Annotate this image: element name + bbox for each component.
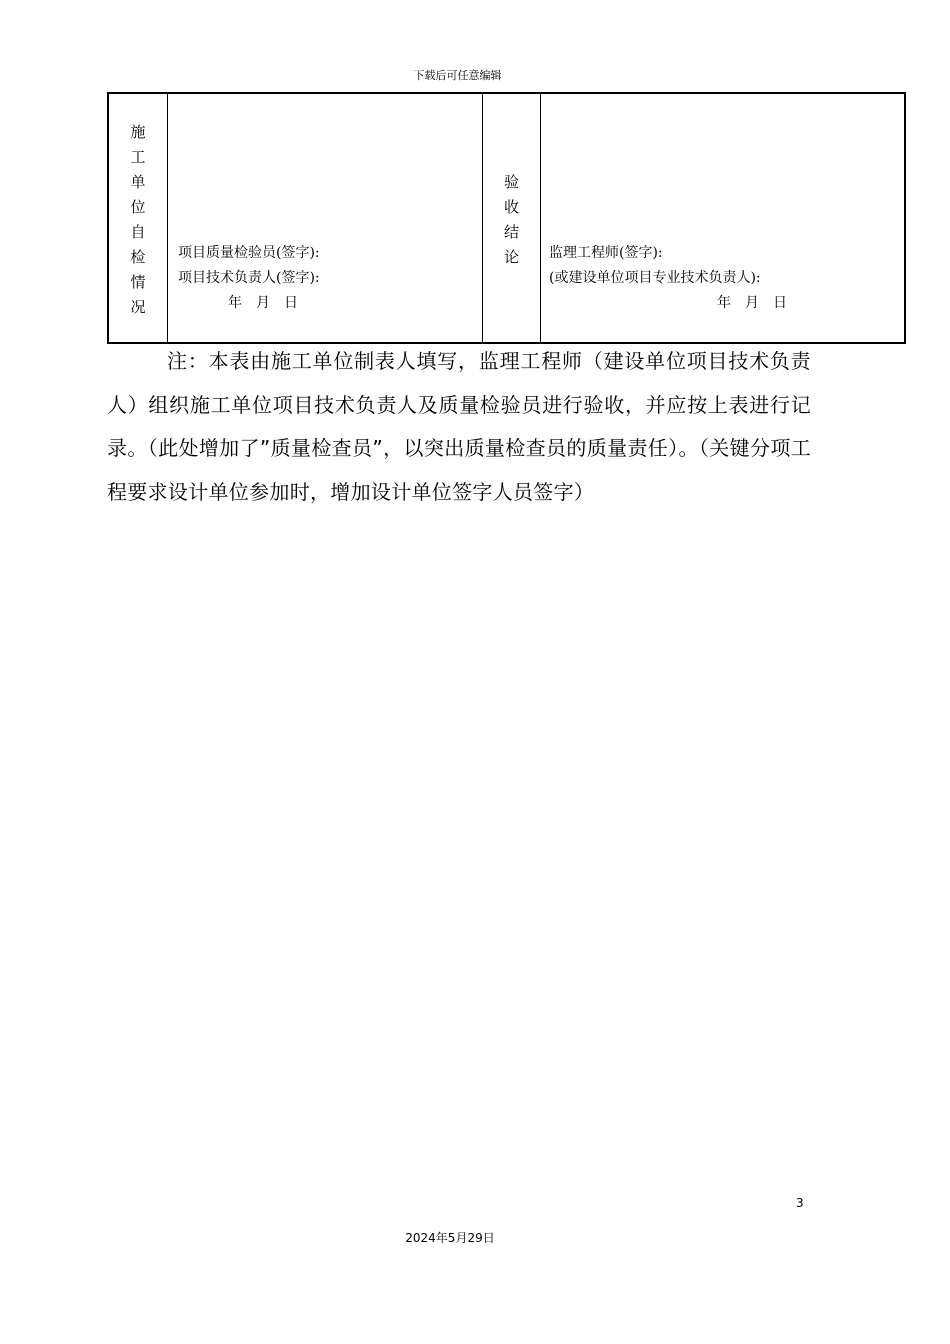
page-number: 3 [796,1196,804,1210]
label-char: 施 [130,123,146,141]
supervisor-date-label: 年 月 日 [717,295,787,311]
contractor-self-check-label-cell [108,93,168,343]
acceptance-conclusion-label-cell [483,93,541,343]
label-char: 验 [503,173,519,191]
supervisor-signature-block [549,241,787,316]
label-char: 单 [130,173,146,191]
label-char: 自 [130,223,146,241]
label-char: 情 [130,273,146,291]
footer-date: 2024年5月29日 [405,1231,495,1245]
acceptance-conclusion-label [483,170,540,270]
label-char: 结 [503,223,519,241]
label-char: 收 [503,198,519,216]
page-header-text: 下载后可任意编辑 [413,69,502,82]
table-row [108,93,905,343]
label-char: 论 [503,248,519,266]
supervisor-signature-cell [541,93,906,343]
supervising-engineer-signature-label: 监理工程师(签字): [549,245,663,261]
form-note-paragraph: 注：本表由施工单位制表人填写，监理工程师（建设单位项目技术负责人）组织施工单位项目技术负责人及质量检验员进行验收，并应按上表进行记录。（此处增加了”质量检查员”，以突出质量检查员的质量责任）。（关键分项工程要求设计单位参加时，增加设计单位签字人员签字） [107,349,811,504]
label-char: 工 [130,148,146,166]
label-char: 检 [130,248,146,266]
owner-technical-lead-signature-label: (或建设单位项目专业技术负责人): [549,270,761,286]
contractor-self-check-label [109,120,167,320]
technical-lead-signature-label: 项目技术负责人(签字): [178,270,320,286]
acceptance-form-table [107,92,906,344]
contractor-signature-block [178,241,320,316]
quality-inspector-signature-label: 项目质量检验员(签字): [178,245,320,261]
label-char: 位 [130,198,146,216]
contractor-signature-cell [168,93,483,343]
contractor-date-label: 年 月 日 [228,295,298,311]
label-char: 况 [130,298,146,316]
